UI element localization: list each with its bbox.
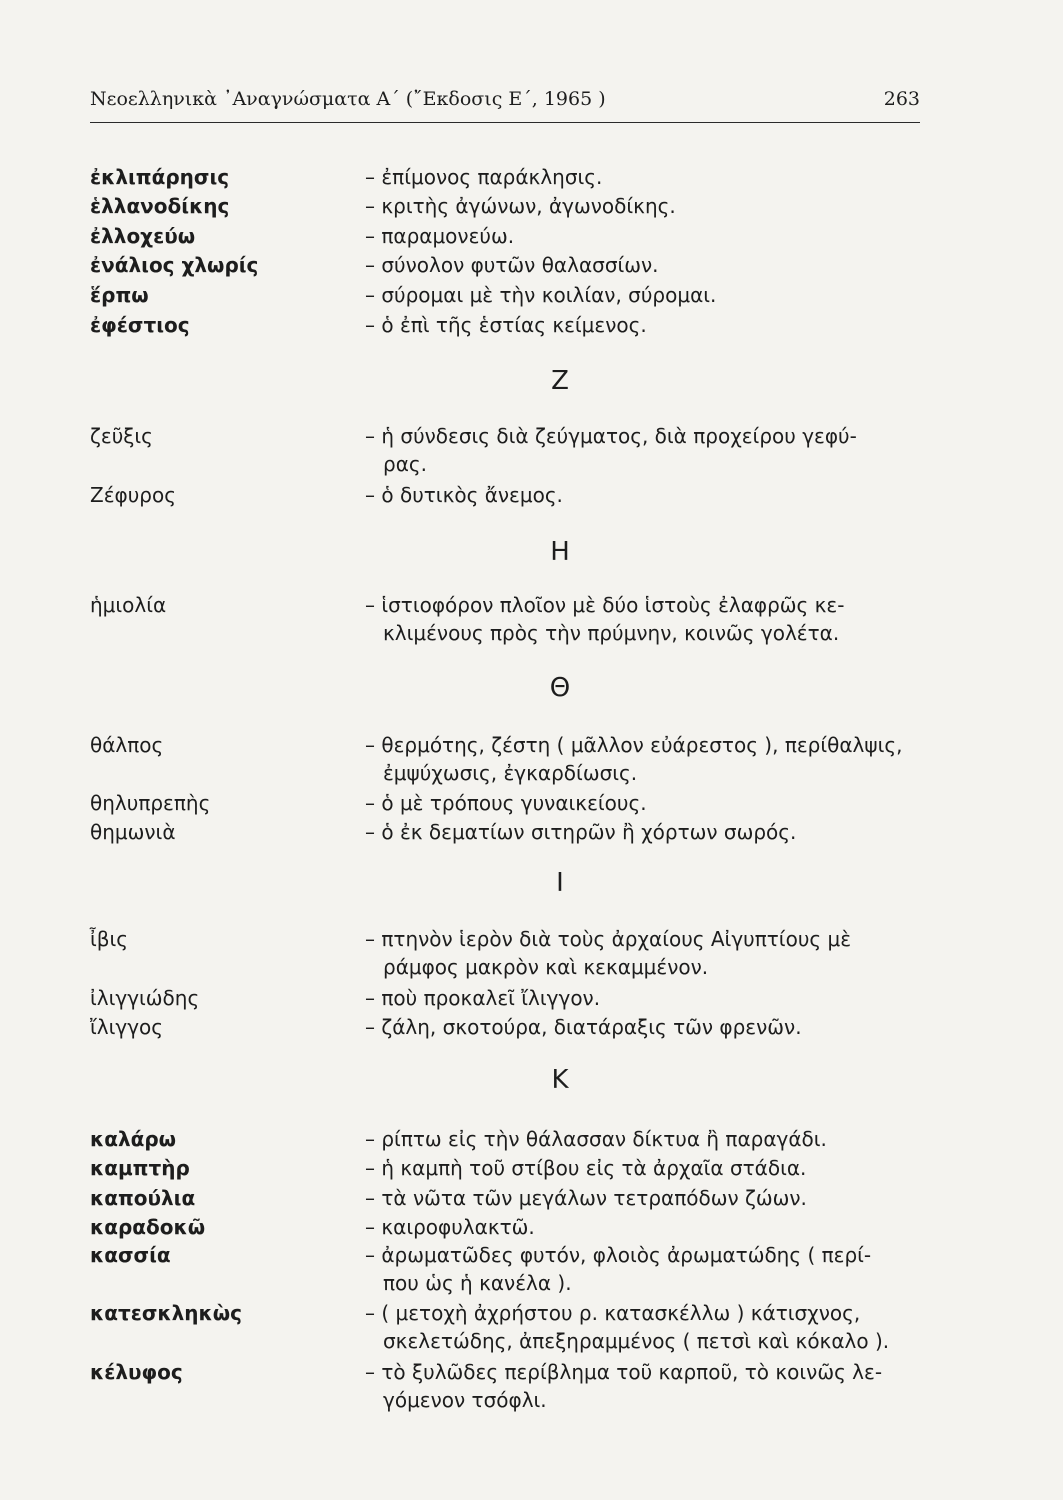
entry-definition-line: – ἡ σύνδεσις διὰ ζεύγματος, διὰ προχείρου γεφύ-	[365, 424, 857, 448]
entry-definition: – σύρομαι μὲ τὴν κοιλίαν, σύρομαι.	[365, 283, 717, 307]
entry-definition: – ρίπτω εἰς τὴν θάλασσαν δίκτυα ἢ παραγάδι.	[365, 1127, 827, 1151]
entry-definition-line: – πτηνὸν ἱερὸν διὰ τοὺς ἀρχαίους Αἰγυπτίους μὲ	[365, 927, 852, 951]
entry-definition	[365, 1241, 940, 1297]
section-letter-kappa: Κ	[551, 1065, 569, 1095]
entry-term: θηλυπρεπὴς	[90, 791, 211, 815]
entry-term: κέλυφος	[90, 1360, 183, 1384]
entry-definition	[365, 1299, 940, 1355]
entry-term: Ζέφυρος	[90, 483, 176, 507]
entry-term: καμπτὴρ	[90, 1156, 190, 1180]
entry-definition-continuation: ἐμψύχωσις, ἐγκαρδίωσις.	[383, 761, 638, 785]
entry-definition-continuation: ρας.	[383, 452, 427, 476]
entry-definition: – ἐπίμονος παράκλησις.	[365, 165, 603, 189]
page-header	[90, 88, 920, 123]
section-letter-iota: Ι	[556, 868, 564, 898]
entry-definition-continuation: γόμενον τσόφλι.	[383, 1388, 547, 1412]
entry-definition-line: – ἱστιοφόρον πλοῖον μὲ δύο ἱστοὺς ἐλαφρῶς κε-	[365, 593, 845, 617]
entry-definition: – σύνολον φυτῶν θαλασσίων.	[365, 253, 659, 277]
entry-term: καραδοκῶ	[90, 1215, 206, 1239]
entry-term: καπούλια	[90, 1186, 196, 1210]
section-letter-theta: Θ	[549, 673, 571, 703]
entry-definition: – τὰ νῶτα τῶν μεγάλων τετραπόδων ζώων.	[365, 1186, 807, 1210]
entry-definition	[365, 1358, 940, 1414]
entry-term: ἐνάλιος χλωρίς	[90, 253, 259, 277]
entry-definition: – κριτὴς ἀγώνων, ἀγωνοδίκης.	[365, 194, 676, 218]
entry-term: ἑλλανοδίκης	[90, 194, 230, 218]
entry-definition: – ζάλη, σκοτούρα, διατάραξις τῶν φρενῶν.	[365, 1015, 802, 1039]
entry-definition: – ποὺ προκαλεῖ ἴλιγγον.	[365, 986, 601, 1010]
entry-term: θημωνιὰ	[90, 820, 176, 844]
entry-definition-line: – ( μετοχὴ ἀχρήστου ρ. κατασκέλλω ) κάτισχνος,	[365, 1301, 861, 1325]
entry-definition-line: – ἀρωματῶδες φυτόν, φλοιὸς ἀρωματώδης ( περί-	[365, 1243, 872, 1267]
entry-definition: – καιροφυλακτῶ.	[365, 1215, 535, 1239]
entry-definition: – ὁ ἐπὶ τῆς ἑστίας κείμενος.	[365, 313, 647, 337]
entry-term: ἰλιγγιώδης	[90, 986, 200, 1010]
entry-definition-continuation: σκελετώδης, ἀπεξηραμμένος ( πετσὶ καὶ κόκαλο ).	[383, 1329, 890, 1353]
entry-term: κατεσκληκὼς	[90, 1301, 242, 1325]
entry-definition-line: – τὸ ξυλῶδες περίβλημα τοῦ καρποῦ, τὸ κοινῶς λε-	[365, 1360, 883, 1384]
entry-term: ἐκλιπάρησις	[90, 165, 230, 189]
entry-definition	[365, 591, 940, 647]
entry-definition	[365, 925, 940, 981]
entry-term: ἐλλοχεύω	[90, 224, 196, 248]
entry-term: ἡμιολία	[90, 593, 167, 617]
entry-term: ζεῦξις	[90, 424, 153, 448]
entry-definition: – ὁ ἐκ δεματίων σιτηρῶν ἢ χόρτων σωρός.	[365, 820, 797, 844]
entry-definition: – ὁ μὲ τρόπους γυναικείους.	[365, 791, 647, 815]
entry-definition: – ἡ καμπὴ τοῦ στίβου εἰς τὰ ἀρχαῖα στάδια.	[365, 1156, 807, 1180]
entry-term: ἶβις	[90, 927, 129, 951]
entry-definition-line: – θερμότης, ζέστη ( μᾶλλον εὐάρεστος ), περίθαλψις,	[365, 733, 903, 757]
page-number: 263	[883, 88, 920, 110]
entry-definition: – ὁ δυτικὸς ἄνεμος.	[365, 483, 563, 507]
entry-term: ἕρπω	[90, 283, 149, 307]
section-letter-zeta: Ζ	[551, 366, 569, 396]
entry-definition-continuation: που ὡς ἡ κανέλα ).	[383, 1271, 572, 1295]
entry-term: ἴλιγγος	[90, 1015, 164, 1039]
entry-definition-continuation: ράμφος μακρὸν καὶ κεκαμμένον.	[383, 955, 709, 979]
entry-definition-continuation: κλιμένους πρὸς τὴν πρύμνην, κοινῶς γολέτα.	[383, 621, 840, 645]
entry-definition	[365, 422, 940, 478]
entry-definition: – παραμονεύω.	[365, 224, 515, 248]
entry-term: καλάρω	[90, 1127, 177, 1151]
entry-definition	[365, 731, 940, 787]
section-letter-eta: Η	[550, 537, 570, 567]
running-title: Νεοελληνικὰ ᾿Αναγνώσματα Α΄ (῎Εκδοσις Ε΄, 1965 )	[90, 88, 606, 110]
entry-term: ἐφέστιος	[90, 313, 190, 337]
entry-term: κασσία	[90, 1243, 171, 1267]
entry-term: θάλπος	[90, 733, 164, 757]
